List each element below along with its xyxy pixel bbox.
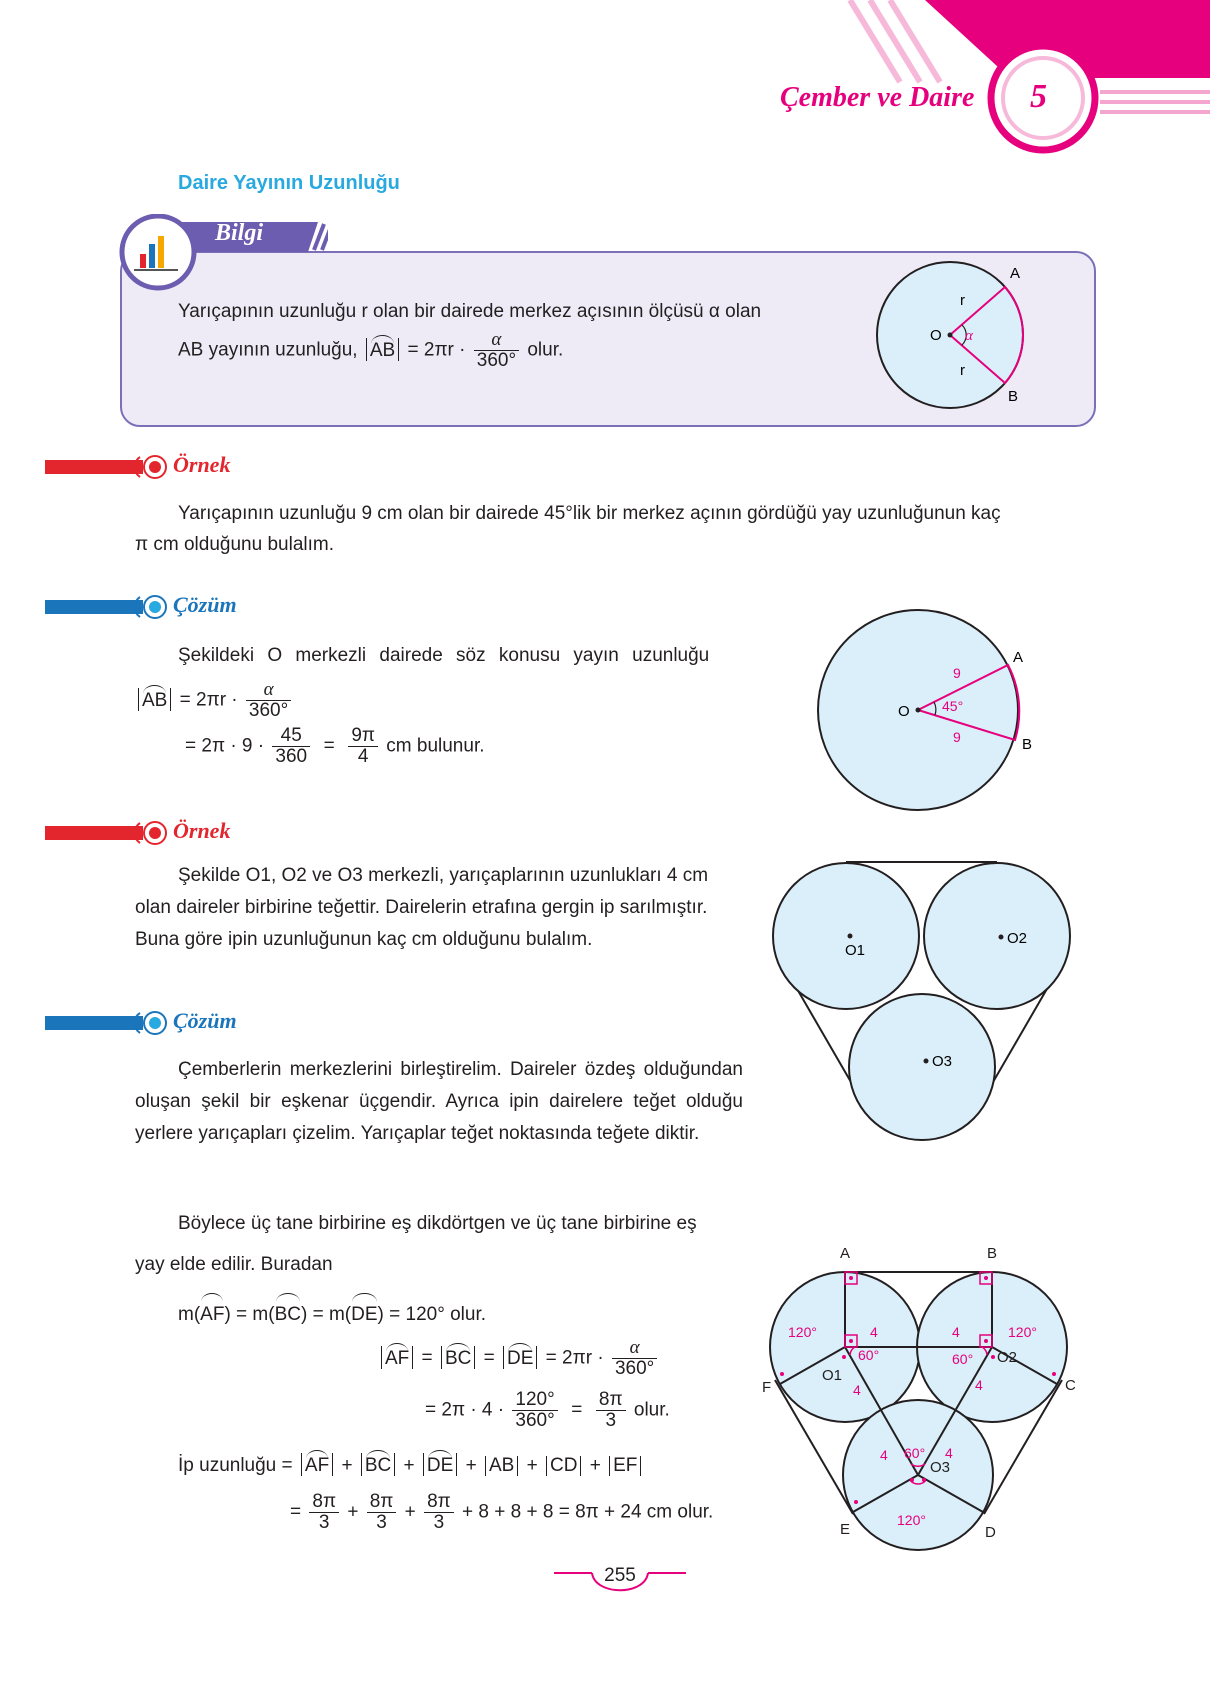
cozum2-eq2: AF = BC = DE = 2πr · $\frac{\alpha}{360^\circ}$: [378, 1338, 660, 1379]
cozum2-para2: Böylece üç tane birbirine eş dikdörtgen ve üç tane birbirine eş: [178, 1213, 697, 1234]
header-decoration: [0, 0, 1210, 170]
svg-text:O1: O1: [822, 1367, 843, 1384]
svg-text:4: 4: [880, 1447, 888, 1463]
svg-text:4: 4: [870, 1324, 878, 1340]
cozum2-eq5: = $\frac{8\pi}{3}$ + $\frac{8\pi}{3}$ + $\frac{8\pi}{3}$ + 8 + 8 + 8 = 8π + 24 cm olur.: [290, 1491, 714, 1533]
svg-text:D: D: [985, 1524, 996, 1541]
svg-text:B: B: [1022, 736, 1033, 753]
svg-text:4: 4: [952, 1324, 960, 1340]
svg-text:O2: O2: [1007, 930, 1028, 947]
ornek1-line2: π cm olduğunu bulalım.: [135, 534, 334, 555]
fig-label-o: O: [930, 327, 942, 344]
cozum2-eq3: = 2π · 4 · $\frac{120^\circ}{360^\circ}$ = $\frac{8\pi}{3}$ olur.: [425, 1389, 670, 1431]
bilgi-label: Bilgi: [215, 220, 264, 246]
cozum1-circle-figure: [810, 605, 1040, 815]
svg-text:O2: O2: [997, 1349, 1018, 1366]
ornek2-text: Şekilde O1, O2 ve O3 merkezli, yarıçaplarının uzunlukları 4 cm olan daireler birbirine teğettir. Dairelerin etrafına gergin ip sarılmıştır. Buna göre ipin uzunluğunun kaç cm olduğunu bulalım.: [135, 865, 709, 950]
svg-text:F: F: [762, 1379, 772, 1396]
page-number: 255: [604, 1565, 636, 1586]
svg-text:9: 9: [953, 729, 961, 745]
cozum2-label: Çözüm: [173, 1008, 237, 1033]
ornek1-line1: Yarıçapının uzunluğu 9 cm olan bir dairede 45°lik bir merkez açının gördüğü yay uzunluğunun kaç: [178, 503, 1001, 524]
bilgi-line1: Yarıçapının uzunluğu r olan bir dairede merkez açısının ölçüsü α olan: [178, 301, 762, 322]
svg-text:4: 4: [945, 1445, 953, 1461]
bilgi-line2: AB yayının uzunluğu, AB = 2πr · $\frac{\alpha}{360^\circ}$ olur.: [178, 329, 564, 371]
fig-label-a: A: [1010, 265, 1021, 282]
svg-text:60°: 60°: [858, 1347, 880, 1363]
svg-text:60°: 60°: [904, 1445, 926, 1461]
ornek2-bar: [45, 820, 175, 846]
svg-text:O: O: [898, 703, 910, 720]
svg-text:9: 9: [953, 665, 961, 681]
svg-text:A: A: [840, 1245, 851, 1262]
chapter-title: Çember ve Daire: [780, 82, 975, 113]
cozum1-label: Çözüm: [173, 592, 237, 617]
cozum2-solution-figure: [760, 1240, 1090, 1560]
cozum2-eq1: m(AF) = m(BC) = m(DE) = 120° olur.: [178, 1296, 486, 1331]
svg-text:A: A: [1013, 649, 1024, 666]
svg-text:120°: 120°: [1008, 1324, 1037, 1340]
fig-label-b: B: [1008, 388, 1019, 405]
cozum1-eq2: = 2π · 9 · $\frac{45}{360}$ = $\frac{9\pi}{4}$ cm bulunur.: [185, 725, 485, 767]
section-title: Daire Yayının Uzunluğu: [178, 172, 400, 194]
ornek2-label: Örnek: [173, 818, 231, 843]
svg-text:4: 4: [975, 1377, 983, 1393]
bilgi-circle-figure: [870, 255, 1050, 415]
fig-label-r1: r: [960, 292, 965, 309]
svg-text:4: 4: [853, 1382, 861, 1398]
ornek2-circles-figure: [770, 855, 1080, 1145]
svg-text:60°: 60°: [952, 1351, 974, 1367]
cozum1-intro: Şekildeki O merkezli dairede söz konusu yayın uzunluğu: [178, 645, 710, 666]
cozum2-bar: [45, 1010, 175, 1036]
cozum2-para2b: yay elde edilir. Buradan: [135, 1254, 333, 1275]
cozum1-eq1: AB = 2πr · $\frac{\alpha}{360^\circ}$: [135, 680, 294, 721]
chapter-number: 5: [1030, 78, 1047, 115]
svg-text:E: E: [840, 1521, 851, 1538]
ornek1-bar: [45, 454, 175, 480]
ornek1-label: Örnek: [173, 452, 231, 477]
svg-text:45°: 45°: [942, 698, 964, 714]
fig-label-r2: r: [960, 362, 965, 379]
cozum2-eq4: İp uzunluğu = AF + BC + DE + AB + CD + EF: [178, 1450, 644, 1482]
svg-text:O3: O3: [930, 1459, 951, 1476]
svg-text:O3: O3: [932, 1053, 953, 1070]
svg-text:O1: O1: [845, 942, 866, 959]
svg-text:120°: 120°: [897, 1512, 926, 1528]
fig-label-alpha: α: [965, 328, 973, 344]
svg-text:120°: 120°: [788, 1324, 817, 1340]
cozum2-para1: Çemberlerin merkezlerini birleştirelim. Daireler özdeş olduğundan oluşan şekil bir eşkenar üçgendir. Ayrıca ipin dairelere teğet olduğu yerlere yarıçapları çizelim. Yarıçaplar teğet noktasında teğete diktir.: [135, 1059, 743, 1144]
svg-text:B: B: [987, 1245, 998, 1262]
cozum1-bar: [45, 594, 175, 620]
svg-text:C: C: [1065, 1377, 1076, 1394]
